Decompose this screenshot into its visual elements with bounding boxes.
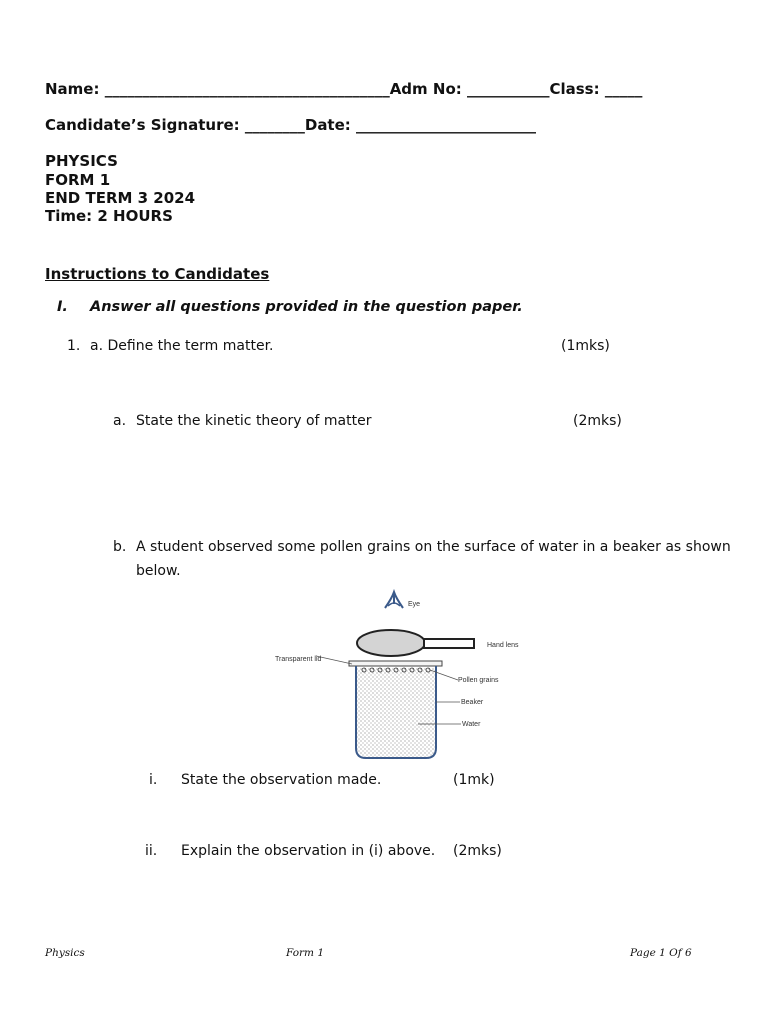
question-1b-text-line2: below.	[136, 563, 181, 579]
form-label: FORM 1	[45, 171, 111, 189]
subject-title: PHYSICS	[45, 152, 118, 170]
instruction-text: Answer all questions provided in the question paper.	[90, 299, 523, 315]
instruction-numeral: I.	[57, 299, 68, 315]
label-transparent-lid: Transparent lid	[275, 656, 322, 663]
time-label: Time: 2 HOURS	[45, 207, 173, 225]
label-pollen-grains: Pollen grains	[458, 677, 499, 684]
question-1bi-text: State the observation made.	[181, 772, 382, 788]
hand-lens	[357, 630, 474, 656]
footer-page-number: Page 1 Of 6	[630, 947, 692, 959]
eye-icon	[385, 592, 403, 608]
label-eye: Eye	[408, 601, 421, 608]
label-beaker: Beaker	[461, 699, 484, 706]
question-1bii-text: Explain the observation in (i) above.	[181, 843, 436, 859]
question-1bi-marks: (1mk)	[453, 772, 495, 788]
question-1bii-label: ii.	[145, 843, 158, 859]
question-1-number: 1.	[67, 338, 81, 354]
transparent-lid	[349, 661, 442, 666]
question-1b-label: b.	[113, 539, 127, 555]
name-adm-class-line: Name: ______________________________________Adm No: ___________Class: _____	[45, 80, 643, 98]
question-1-marks: (1mks)	[561, 338, 610, 354]
question-1a-marks: (2mks)	[573, 413, 622, 429]
question-1-text: a. Define the term matter.	[90, 338, 274, 354]
question-1a-label: a.	[113, 413, 127, 429]
footer-subject: Physics	[45, 947, 85, 959]
label-hand-lens: Hand lens	[487, 642, 519, 649]
question-1a-text: State the kinetic theory of matter	[136, 413, 372, 429]
label-water: Water	[462, 721, 481, 728]
question-1bii-marks: (2mks)	[453, 843, 502, 859]
term-label: END TERM 3 2024	[45, 189, 196, 207]
signature-date-line: Candidate’s Signature: ________Date: ________________________	[45, 116, 537, 134]
question-1bi-label: i.	[149, 772, 158, 788]
instructions-title: Instructions to Candidates	[45, 265, 270, 283]
footer-form: Form 1	[286, 947, 325, 959]
water	[356, 668, 436, 758]
pollen-beaker-diagram	[268, 584, 528, 764]
question-1b-text-line1: A student observed some pollen grains on the surface of water in a beaker as shown	[136, 539, 731, 555]
